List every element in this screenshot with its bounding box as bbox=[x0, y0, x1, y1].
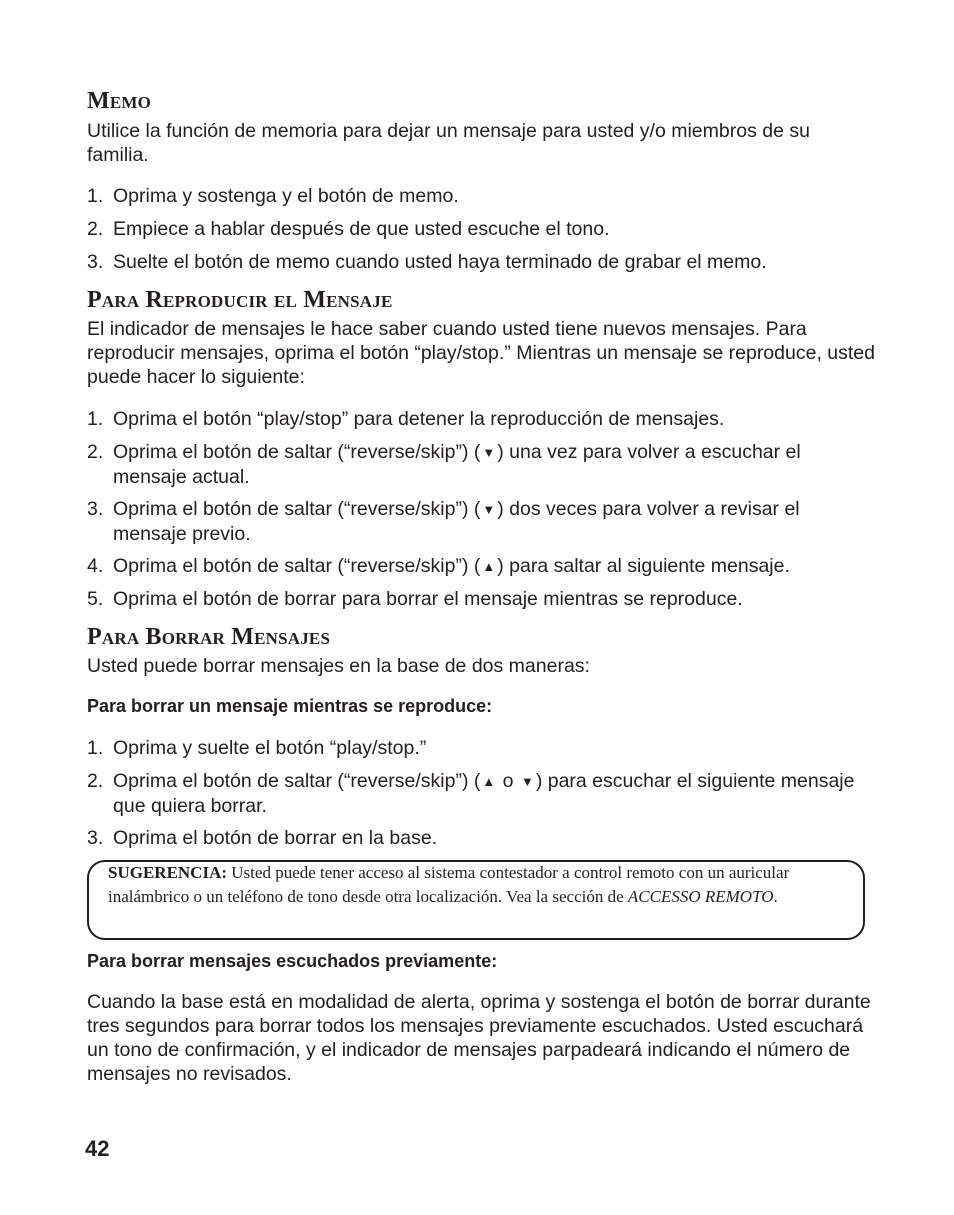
tip-text bbox=[108, 861, 848, 909]
item-text: Oprima el botón de borrar para borrar el mensaje mientras se reproduce. bbox=[113, 588, 743, 610]
list-item bbox=[87, 587, 877, 611]
item-text: Oprima el botón “play/stop” para detener la reproducción de mensajes. bbox=[113, 408, 725, 430]
list-item bbox=[87, 497, 877, 546]
item-text: Oprima el botón de borrar en la base. bbox=[113, 827, 438, 849]
skip-down-arrow-icon: ▼ bbox=[482, 445, 496, 460]
skip-up-arrow-icon: ▲ bbox=[482, 559, 496, 574]
item-text-start: Oprima el botón de saltar (“reverse/skip”) ( bbox=[113, 555, 481, 577]
item-number: 1. bbox=[87, 737, 104, 759]
delete-single-subheading bbox=[87, 695, 492, 717]
delete-all-text: Cuando la base está en modalidad de alerta, oprima y sostenga el botón de borrar durante tres segundos para borrar todos los mensajes previamente escuchados. Usted escuchará un tono de confirmación, y el indicador de mensajes parpadeará indicando el número de mensajes no revisados. bbox=[87, 991, 871, 1085]
playback-heading: Para Reproducir el Mensaje bbox=[87, 287, 393, 313]
item-text: Empiece a hablar después de que usted escuche el tono. bbox=[113, 218, 610, 240]
list-item bbox=[87, 250, 877, 274]
tip-label: SUGERENCIA: bbox=[108, 863, 228, 882]
list-item bbox=[87, 554, 877, 579]
delete-intro: Usted puede borrar mensajes en la base de dos maneras: bbox=[87, 655, 590, 677]
item-text-end: ) para saltar al siguiente mensaje. bbox=[497, 555, 790, 577]
tip-end: . bbox=[773, 887, 778, 906]
item-number: 3. bbox=[87, 251, 104, 273]
skip-down-arrow-icon: ▼ bbox=[520, 774, 534, 789]
item-text-start: Oprima el botón de saltar (“reverse/skip”) ( bbox=[113, 441, 481, 463]
subheading-colon: : bbox=[491, 951, 498, 971]
playback-intro: El indicador de mensajes le hace saber cuando usted tiene nuevos mensajes. Para reproducir mensajes, oprima el botón “play/stop.” Mientras un mensaje se reproduce, usted puede hacer lo siguiente: bbox=[87, 318, 875, 388]
item-number: 1. bbox=[87, 185, 104, 207]
item-text: Suelte el botón de memo cuando usted haya terminado de grabar el memo. bbox=[113, 251, 767, 273]
delete-heading: Para Borrar Mensajes bbox=[87, 624, 331, 650]
list-item bbox=[87, 184, 877, 208]
item-number: 3. bbox=[87, 498, 104, 520]
list-item bbox=[87, 440, 877, 489]
page-number: 42 bbox=[85, 1136, 110, 1161]
item-number: 3. bbox=[87, 827, 104, 849]
item-text: Oprima y sostenga y el botón de memo. bbox=[113, 185, 459, 207]
item-text: Oprima y suelte el botón “play/stop.” bbox=[113, 737, 427, 759]
list-item bbox=[87, 407, 877, 431]
item-number: 2. bbox=[87, 441, 104, 463]
item-text-start: Oprima el botón de saltar (“reverse/skip”) ( bbox=[113, 498, 481, 520]
list-item bbox=[87, 217, 877, 241]
delete-all-subheading bbox=[87, 950, 497, 972]
item-text-end: ) para escuchar el siguiente mensaje que quiera borrar. bbox=[113, 770, 855, 817]
memo-intro: Utilice la función de memoria para dejar un mensaje para usted y/o miembros de su familia. bbox=[87, 120, 810, 166]
list-item bbox=[87, 826, 877, 850]
item-text-end: ) una vez para volver a escuchar el mensaje actual. bbox=[113, 441, 801, 488]
subheading-label: Para borrar mensajes escuchados previamente bbox=[87, 951, 492, 971]
item-text-start: Oprima el botón de saltar (“reverse/skip”) ( bbox=[113, 770, 481, 792]
item-number: 5. bbox=[87, 588, 104, 610]
list-item bbox=[87, 769, 877, 818]
item-number: 2. bbox=[87, 218, 104, 240]
skip-down-arrow-icon: ▼ bbox=[482, 502, 496, 517]
item-text-end: ) dos veces para volver a revisar el mensaje previo. bbox=[113, 498, 800, 545]
tip-body: Usted puede tener acceso al sistema contestador a control remoto con un auricular inalámbrico o un teléfono de tono desde otra localización. Vea la sección de bbox=[108, 863, 790, 906]
tip-reference: ACCESSO REMOTO bbox=[627, 887, 774, 906]
item-text-middle: o bbox=[497, 770, 519, 792]
skip-up-arrow-icon: ▲ bbox=[482, 774, 496, 789]
subheading-colon: : bbox=[486, 696, 493, 716]
item-number: 1. bbox=[87, 408, 104, 430]
memo-heading: Memo bbox=[87, 88, 152, 114]
item-number: 4. bbox=[87, 555, 104, 577]
subheading-label: Para borrar un mensaje mientras se reproduce bbox=[87, 696, 487, 716]
item-number: 2. bbox=[87, 770, 104, 792]
list-item bbox=[87, 736, 877, 760]
